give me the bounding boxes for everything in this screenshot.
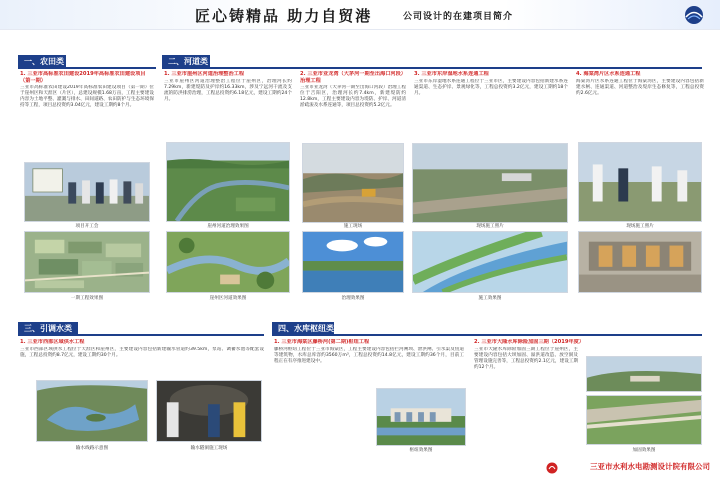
photo-caption: 枢纽效果图 — [409, 448, 433, 453]
photo-caption: 崖州区河道效果图 — [209, 296, 247, 301]
photo-meeting — [24, 162, 150, 222]
section-header-river: 二、河道类 — [162, 55, 210, 68]
project-text: 三亚市大隆水库除险加固三期工程位于崖州区，主要建设内容包括大坝加固、溢洪道改造、放空洞及管理设施完善等，工程总投资约2.1亿元，建设工期约12个月。 — [474, 347, 578, 370]
page-title: 匠心铸精品 助力自贸港 — [195, 7, 373, 25]
footer-company-name: 三亚市水利水电勘测设计院有限公司 — [590, 462, 710, 471]
photo-dam-hub — [376, 388, 466, 446]
photo-tunnel-workers — [156, 380, 262, 442]
photo-caption: 现场施工照片 — [476, 224, 504, 229]
photo-caption: 输水隧洞施工现场 — [190, 446, 228, 451]
photo-lake-sky — [302, 231, 404, 293]
photo-dam-reinforcement — [586, 395, 702, 445]
project-text: 三亚市东岸湿地水系连通工程位于三亚市区，主要建设内容包括新建水系连通渠道、生态护岸、景观绿化等，工程总投资约3.2亿元，建设工期约18个月。 — [414, 79, 568, 96]
project-title: 1. 三亚市高标准农田建设2019年高标准农田建设项目（第一期） — [20, 71, 146, 84]
section-line — [162, 67, 702, 69]
photo-caption: 输水线路示意图 — [75, 446, 109, 451]
project-title: 3. 三亚市东岸湿地水系连通工程 — [414, 71, 489, 77]
project-title: 2. 三亚市大隆水库除险加固三期（2019年度） — [474, 339, 585, 345]
project-text: 三亚市西部区域供水工程位于天涯区和崖州区，主要建设内容包括新建输水管道约39.5km，泵站、调蓄水池等配套设施，工程总投资约8.7亿元，建设工期约30个月。 — [20, 347, 264, 358]
photo-caption: 现场施工照片 — [626, 224, 654, 229]
project-title: 2. 三亚市亚龙湾（大茅河一期至出海口河段）治理工程 — [300, 71, 406, 84]
project-text: 三亚市亚龙湾（大茅河一期至出海口河段）治理工程位于吉阳区，治理河长约7.4km，新建堤防约12.8km，工程主要建设内容为堤防、护岸、河道清淤疏浚及水系连通等，项目总投资约5.2亿元。 — [300, 85, 406, 108]
photo-river-green — [166, 142, 290, 222]
photo-river-rendering — [166, 231, 290, 293]
photo-site-inspection — [578, 142, 702, 222]
photo-reservoir-aerial — [36, 380, 148, 442]
project-text: 海棠湾片区水系连通工程位于海棠湾区，主要建设内容包括新建水闸、连通渠道、河道整治及堤岸生态修复等，工程总投资约2.6亿元。 — [576, 79, 704, 96]
project-title: 1. 三亚市海棠区藤桥河(第二期)枢纽工程 — [274, 339, 370, 345]
section-line — [272, 334, 702, 336]
project-title: 4. 海棠湾片区水系连通工程 — [576, 71, 641, 77]
photo-caption: 施工现场 — [343, 224, 363, 229]
project-title: 1. 三亚市崖州区河道治理整治工程 — [164, 71, 245, 77]
photo-caption: 加固效果图 — [632, 448, 656, 453]
project-text: 三亚市高标准农田建设2019年高标准农田建设项目（第一期）位于崖州区和天涯区（片区），总建设规模1.68万亩，工程主要建设内容为土地平整、灌溉与排水、田间道路、农田防护与生态环境保持等工程，项目总投资约3.04亿元，建设工期约8个月。 — [20, 85, 154, 108]
photo-sluice-gate — [578, 231, 702, 293]
page-subtitle: 公司设计的在建项目简介 — [403, 12, 514, 22]
photo-farmland-aerial — [24, 231, 150, 293]
photo-caption: 施工效果图 — [478, 296, 502, 301]
section-line — [18, 334, 264, 336]
section-header-reservoir: 四、水库枢纽类 — [272, 322, 334, 335]
photo-canal-site — [412, 143, 568, 223]
photo-caption: 治理效果图 — [341, 296, 365, 301]
photo-caption: 项目开工会 — [75, 224, 99, 229]
photo-reservoir-site — [586, 356, 702, 392]
photo-river-construction — [302, 143, 404, 223]
photo-canal-rendering — [412, 231, 568, 293]
project-title: 1. 三亚市西部区域供水工程 — [20, 339, 85, 345]
photo-caption: 一期工程效果图 — [70, 296, 104, 301]
section-header-water-diversion: 三、引调水类 — [18, 322, 78, 335]
section-line — [18, 67, 156, 69]
company-logo-icon — [546, 462, 558, 474]
company-logo-icon — [680, 4, 708, 26]
section-header-farmland: 一、农田类 — [18, 55, 66, 68]
project-text: 藤桥河枢纽工程位于三亚市海棠区，工程主要建设内容包括拦河闸坝、泄洪闸、引水渠及鱼道等建筑物，水库总库容约3560万m³，工程总投资约14.8亿元，建设工期约36个月，目前工程正在有序推进建设中。 — [274, 347, 464, 364]
photo-caption: 崖州河道治理效果图 — [207, 224, 249, 229]
project-text: 三亚市崖州区河道治理整治工程位于崖州区，治理河长约7.29km，新建堤防及护岸约16.33km，涉及宁远河干流及支流的防洪排涝治理，工程总投资约6.18亿元，建设工期约24个月。 — [164, 79, 292, 102]
